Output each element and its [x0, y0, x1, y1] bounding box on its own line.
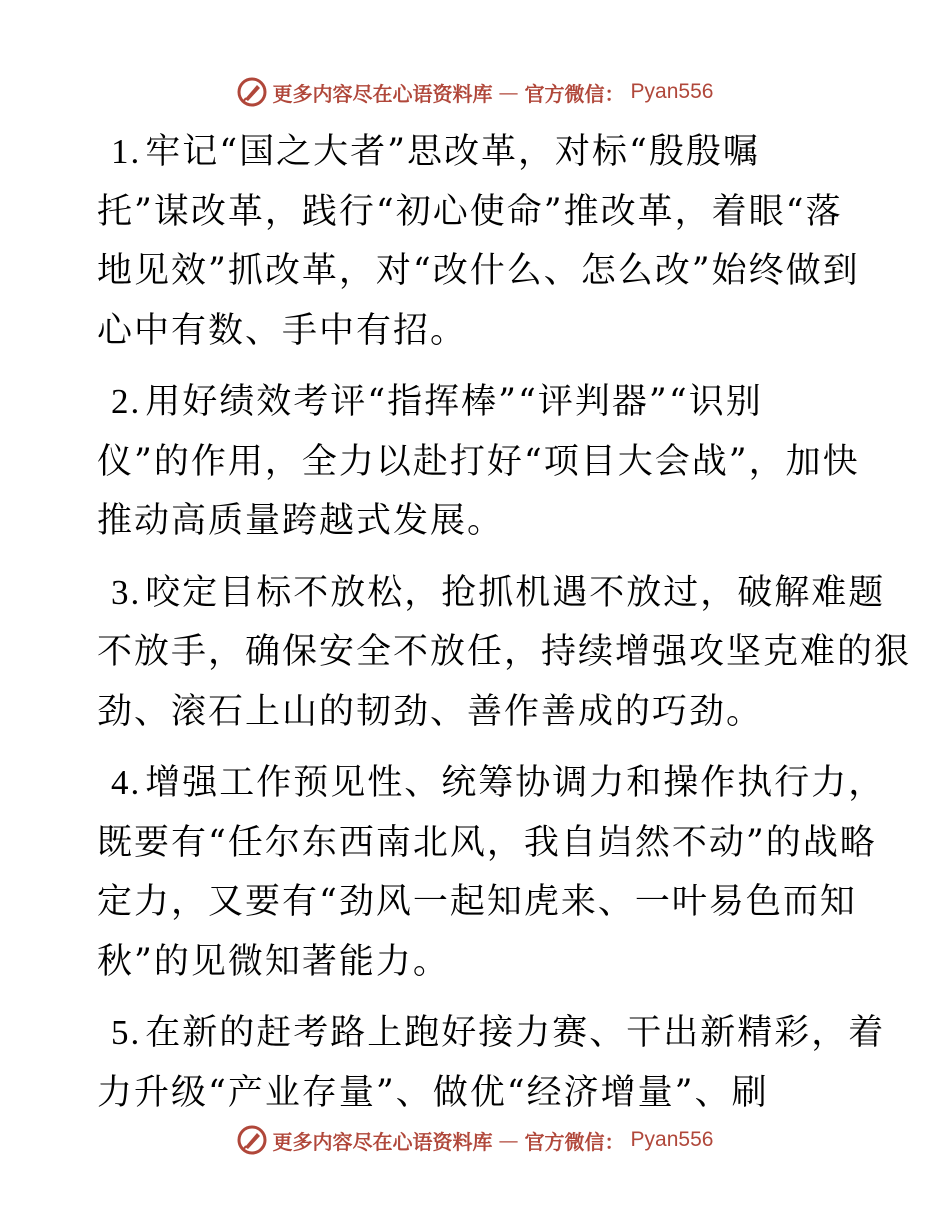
paragraph-line: 托”谋改革，践行“初心使命”推改革，着眼“落 [97, 191, 843, 232]
paragraph-line: 地见效”抓改革，对“改什么、怎么改”始终做到 [97, 251, 860, 291]
paragraph-line: 定力，又要有“劲风一起知虎来、一叶易色而知 [97, 882, 857, 922]
paragraph-line: 推动高质量跨越式发展。 [97, 501, 505, 541]
header-watermark [0, 72, 950, 112]
paragraph-line: 1. 牢记“国之大者”思改革，对标“殷殷嘱 [97, 122, 857, 183]
document-body [97, 122, 912, 1134]
item-number: 5. [111, 1013, 142, 1052]
item-number: 4. [111, 763, 142, 802]
paragraph-line: 既要有“任尔东西南北风，我自岿然不动”的战略 [97, 822, 877, 863]
item-number: 3. [111, 572, 142, 612]
paragraph-line: 3. 咬定目标不放松，抢抓机遇不放过，破解难题 [97, 563, 857, 624]
footer-watermark [0, 1120, 950, 1160]
watermark-wechat-label: 官方微信： [524, 1129, 625, 1154]
watermark-brand-text: 更多内容尽在心语资料库 [272, 81, 493, 106]
paragraph-1 [97, 122, 860, 361]
watermark-wechat-label: 官方微信： [524, 81, 625, 106]
paragraph-line: 不放手，确保安全不放任，持续增强攻坚克难的狠 [97, 632, 912, 672]
paragraph-line: 秋”的见微知著能力。 [97, 941, 450, 982]
watermark-wechat-id: Pyan556 [630, 80, 714, 103]
paragraph-4 [97, 753, 886, 992]
paragraph-line: 仪”的作用，全力以赴打好“项目大会战”，加快 [97, 441, 860, 482]
quill-pen-logo-icon [237, 77, 267, 107]
quill-pen-logo-icon [237, 1125, 267, 1155]
paragraph-line: 5. 在新的赶考路上跑好接力赛、干出新精彩，着 [97, 1003, 857, 1064]
paragraph-line: 4. 增强工作预见性、统筹协调力和操作执行力， [97, 753, 857, 814]
item-number: 1. [111, 132, 142, 171]
paragraph-line: 劲、滚石上山的韧劲、善作善成的巧劲。 [97, 691, 764, 732]
watermark-brand-text: 更多内容尽在心语资料库 [272, 1129, 493, 1154]
paragraph-5 [97, 1003, 886, 1123]
paragraph-3 [97, 563, 912, 743]
paragraph-line: 力升级“产业存量”、做优“经济增量”、刷 [97, 1072, 769, 1113]
watermark-wechat-id: Pyan556 [630, 1128, 714, 1151]
watermark-dash: — [498, 1128, 519, 1152]
paragraph-2 [97, 372, 860, 552]
watermark-dash: — [498, 80, 519, 104]
item-number: 2. [111, 382, 142, 421]
paragraph-line: 心中有数、手中有招。 [97, 310, 468, 351]
paragraph-line: 2. 用好绩效考评“指挥棒”“评判器”“识别 [97, 372, 857, 433]
